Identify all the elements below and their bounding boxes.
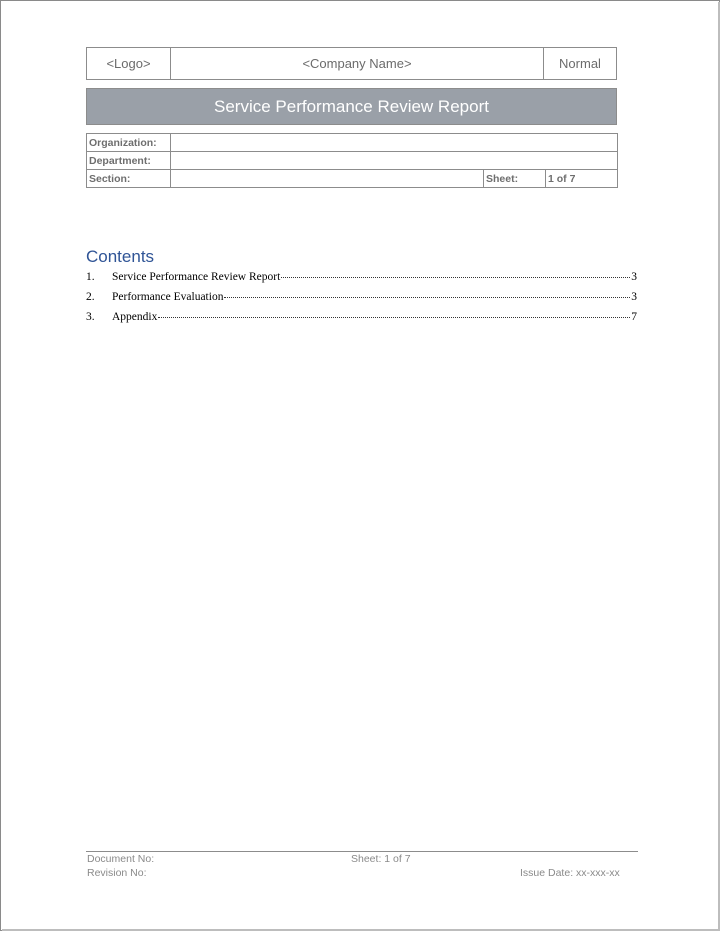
organization-row [87, 134, 618, 152]
toc-item-number: 3. [86, 311, 95, 323]
document-title: Service Performance Review Report [86, 88, 617, 125]
section-row [87, 170, 618, 188]
toc-item-label[interactable]: Appendix [112, 311, 158, 323]
toc-item-page: 3 [631, 271, 637, 283]
contents-heading: Contents [86, 247, 155, 266]
toc-item-page: 3 [631, 291, 637, 303]
footer-sheet: Sheet: 1 of 7 [351, 853, 411, 865]
section-label: Section: [87, 170, 171, 188]
toc-leader-dots [281, 276, 630, 278]
toc-item-number: 2. [86, 291, 95, 303]
toc-item[interactable] [86, 291, 637, 311]
footer-divider [86, 851, 638, 852]
company-name: <Company Name> [171, 48, 544, 79]
toc-item-label[interactable]: Performance Evaluation [112, 291, 224, 303]
toc-item-page: 7 [631, 311, 637, 323]
department-label: Department: [87, 152, 171, 170]
table-of-contents [86, 271, 637, 331]
toc-item[interactable] [86, 311, 637, 331]
department-value [171, 152, 618, 170]
sheet-label: Sheet: [484, 170, 546, 188]
department-row [87, 152, 618, 170]
toc-item-label[interactable]: Service Performance Review Report [112, 271, 281, 283]
toc-leader-dots [224, 296, 630, 298]
toc-leader-dots [158, 316, 630, 318]
classification-label: Normal [559, 56, 601, 71]
organization-value [171, 134, 618, 152]
organization-label: Organization: [87, 134, 171, 152]
info-table [86, 133, 618, 188]
logo-placeholder: <Logo> [87, 48, 171, 79]
section-value [171, 170, 484, 188]
sheet-value: 1 of 7 [546, 170, 618, 188]
toc-item[interactable] [86, 271, 637, 291]
footer-revision-no: Revision No: [87, 867, 147, 879]
header-table [86, 47, 617, 80]
toc-item-number: 1. [86, 271, 95, 283]
footer-document-no: Document No: [87, 853, 155, 865]
footer-issue-date: Issue Date: xx-xxx-xx [520, 867, 620, 879]
